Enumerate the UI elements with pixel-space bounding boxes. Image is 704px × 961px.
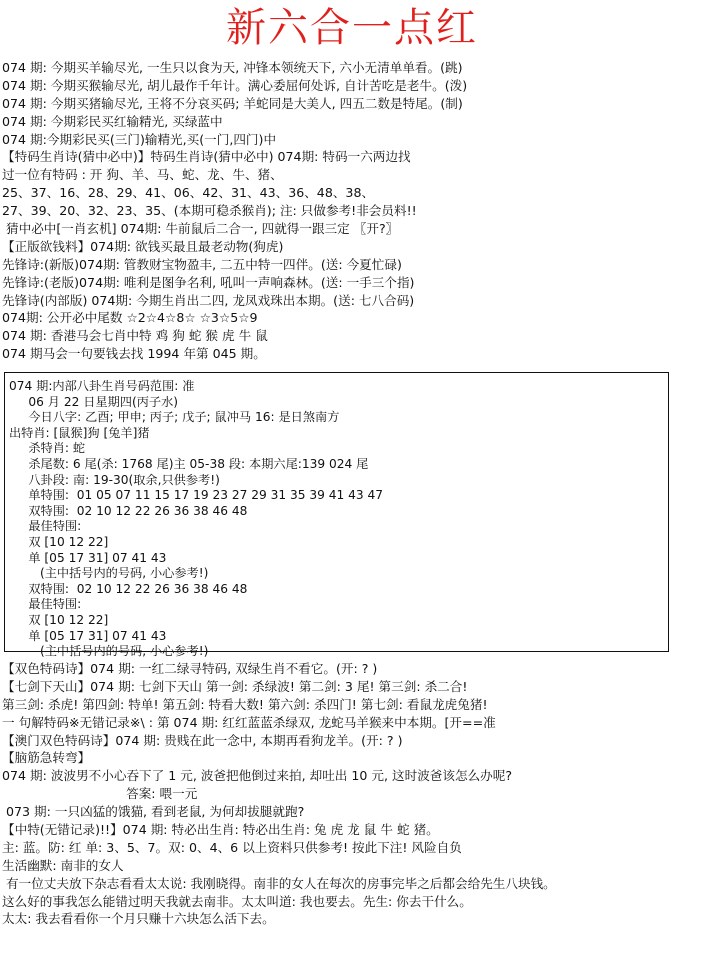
box-line: 单 [05 17 31] 07 41 43 [9, 550, 167, 565]
text-line: 【特码生肖诗(猜中必中)】特码生肖诗(猜中必中) 074期: 特码一六两边找 [2, 149, 411, 165]
text-line: 【双色特码诗】074 期: 一红二绿寻特码, 双绿生肖不看它。(开: ? ) [2, 661, 378, 676]
box-line: 双特围: 02 10 12 22 26 36 38 46 48 [9, 581, 248, 596]
box-line: 06 月 22 日星期四(丙子水) [9, 394, 179, 409]
text-line: 先锋诗:(新版)074期: 管教财宝物盈丰, 二五中特一四伴。(送: 今夏忙碌) [2, 256, 402, 272]
text-line: 答案: 喂一元 [2, 786, 198, 802]
box-line: 杀尾数: 6 尾(杀: 1768 尾)主 05-38 段: 本期六尾:139 024 尾 [9, 456, 369, 471]
text-line: 074期: 公开必中尾数 ☆2☆4☆8☆ ☆3☆5☆9 [2, 310, 258, 326]
box-line: 单 [05 17 31] 07 41 43 [9, 628, 167, 643]
text-line: 074 期: 波波男不小心吞下了 1 元, 波爸把他倒过来拍, 却吐出 10 元, 这时波爸该怎么办呢? [2, 768, 513, 784]
text-line: 生活幽默: 南非的女人 [2, 857, 124, 873]
text-line: 073 期: 一只凶猛的饿猫, 看到老鼠, 为何却拔腿就跑? [2, 804, 305, 820]
box-line: (主中括号内的号码, 小心参考!) [9, 566, 209, 581]
page-title: 新六合一点红 [226, 5, 478, 51]
box-line: 双 [10 12 22] [9, 534, 109, 549]
text-line: 主: 蓝。防: 红 单: 3、5、7。双: 0、4、6 以上资料只供参考! 按此下注! 风险自负 [2, 839, 462, 855]
text-line: 074 期: 今期彩民买红输精光, 买绿蓝中 [2, 113, 223, 129]
box-line: 单特围: 01 05 07 11 15 17 19 23 27 29 31 35 39 41 43 47 [9, 488, 384, 503]
text-line: 猜中必中[一肖玄机] 074期: 牛前鼠后二合一, 四就得一跟三定 〖开?〗 [2, 221, 399, 237]
text-line: 【中特(无错记录)!!】074 期: 特必出生肖: 特必出生肖: 兔 虎 龙 鼠 牛 蛇 猪。 [2, 822, 439, 838]
box-line: 八卦段: 南: 19-30(取余,只供参考!) [9, 472, 220, 487]
box-line: 最佳特围: [9, 597, 82, 612]
text-line: 【正版欲钱料】074期: 欲钱买最且最老动物(狗虎) [2, 238, 284, 254]
text-line: 【七剑下天山】074 期: 七剑下天山 第一剑: 杀绿波! 第二剑: 3 尾! 第三剑: 杀二合! [2, 678, 468, 694]
text-line: 过一位有特码 : 开 狗、羊、马、蛇、龙、牛、猪、 [2, 167, 283, 183]
text-line: 第三剑: 杀虎! 第四剑: 特单! 第五剑: 特看大数! 第六剑: 杀四门! 第七剑: 看鼠龙虎兔猪! [2, 696, 488, 712]
text-line: 074 期: 今期买猴输尽光, 胡儿最作千年计。满心委屈何处诉, 自计苦吃是老牛。(泼) [2, 77, 468, 93]
text-line: 太太: 我去看看你一个月只赚十六块怎么活下去。 [2, 911, 275, 927]
bottom-text-block [2, 660, 702, 928]
box-line: 今日八字: 乙酉; 甲申; 丙子; 戊子; 鼠冲马 16: 是日煞南方 [9, 410, 340, 425]
box-line: (主中括号内的号码, 小心参考!) [9, 644, 209, 659]
box-line: 双特围: 02 10 12 22 26 36 38 46 48 [9, 503, 248, 518]
box-line: 双 [10 12 22] [9, 612, 109, 627]
text-line: 这么好的事我怎么能错过明天我就去南非。太太叫道: 我也要去。先生: 你去干什么。 [2, 893, 472, 909]
text-line: 一 句解特码※无错记录※\ : 第 074 期: 红红蓝蓝杀绿双, 龙蛇马羊猴来中本期。[开==准 [2, 714, 496, 730]
text-line: 074 期马会一句要钱去找 1994 年第 045 期。 [2, 346, 266, 362]
text-line: 25、37、16、28、29、41、06、42、31、43、36、48、38、 [2, 185, 375, 201]
box-line: 最佳特围: [9, 519, 82, 534]
box-line: 出特肖: [鼠猴]狗 [兔羊]猪 [9, 425, 150, 440]
bagua-box [4, 372, 669, 659]
top-text-block [2, 59, 702, 363]
text-line: 074 期: 香港马会七肖中特 鸡 狗 蛇 猴 虎 牛 鼠 [2, 328, 268, 344]
text-line: 27、39、20、32、23、35、(本期可稳杀猴肖); 注: 只做参考!非会员料!! [2, 203, 417, 219]
box-line: 074 期:内部八卦生肖号码范围: 准 [9, 379, 195, 393]
text-line: 074 期: 今期买猪输尽光, 王将不分哀买码; 羊蛇同是大美人, 四五二数是特尾。(制) [2, 95, 463, 111]
text-line: 先锋诗:(老版)074期: 唯利是图争名利, 吼叫一声响森林。(送: 一手三个指) [2, 274, 415, 290]
text-line: 先锋诗(内部版) 074期: 今期生肖出二四, 龙凤戏珠出本期。(送: 七八合码) [2, 292, 415, 308]
box-line: 杀特肖: 蛇 [9, 441, 86, 456]
text-line: 有一位丈夫放下杂志看看太太说: 我刚晓得。南非的女人在每次的房事完毕之后都会给先生八块钱。 [2, 875, 556, 891]
text-line: 074 期: 今期买羊输尽光, 一生只以食为天, 冲锋本领统天下, 六小无清单单看。(跳) [2, 60, 463, 75]
text-line: 074 期:今期彩民买(三门)输精光,买(一门,四门)中 [2, 131, 277, 147]
text-line: 【脑筋急转弯】 [2, 750, 91, 766]
text-line: 【澳门双色特码诗】074 期: 贵贱在此一念中, 本期再看狗龙羊。(开: ? ) [2, 732, 403, 748]
